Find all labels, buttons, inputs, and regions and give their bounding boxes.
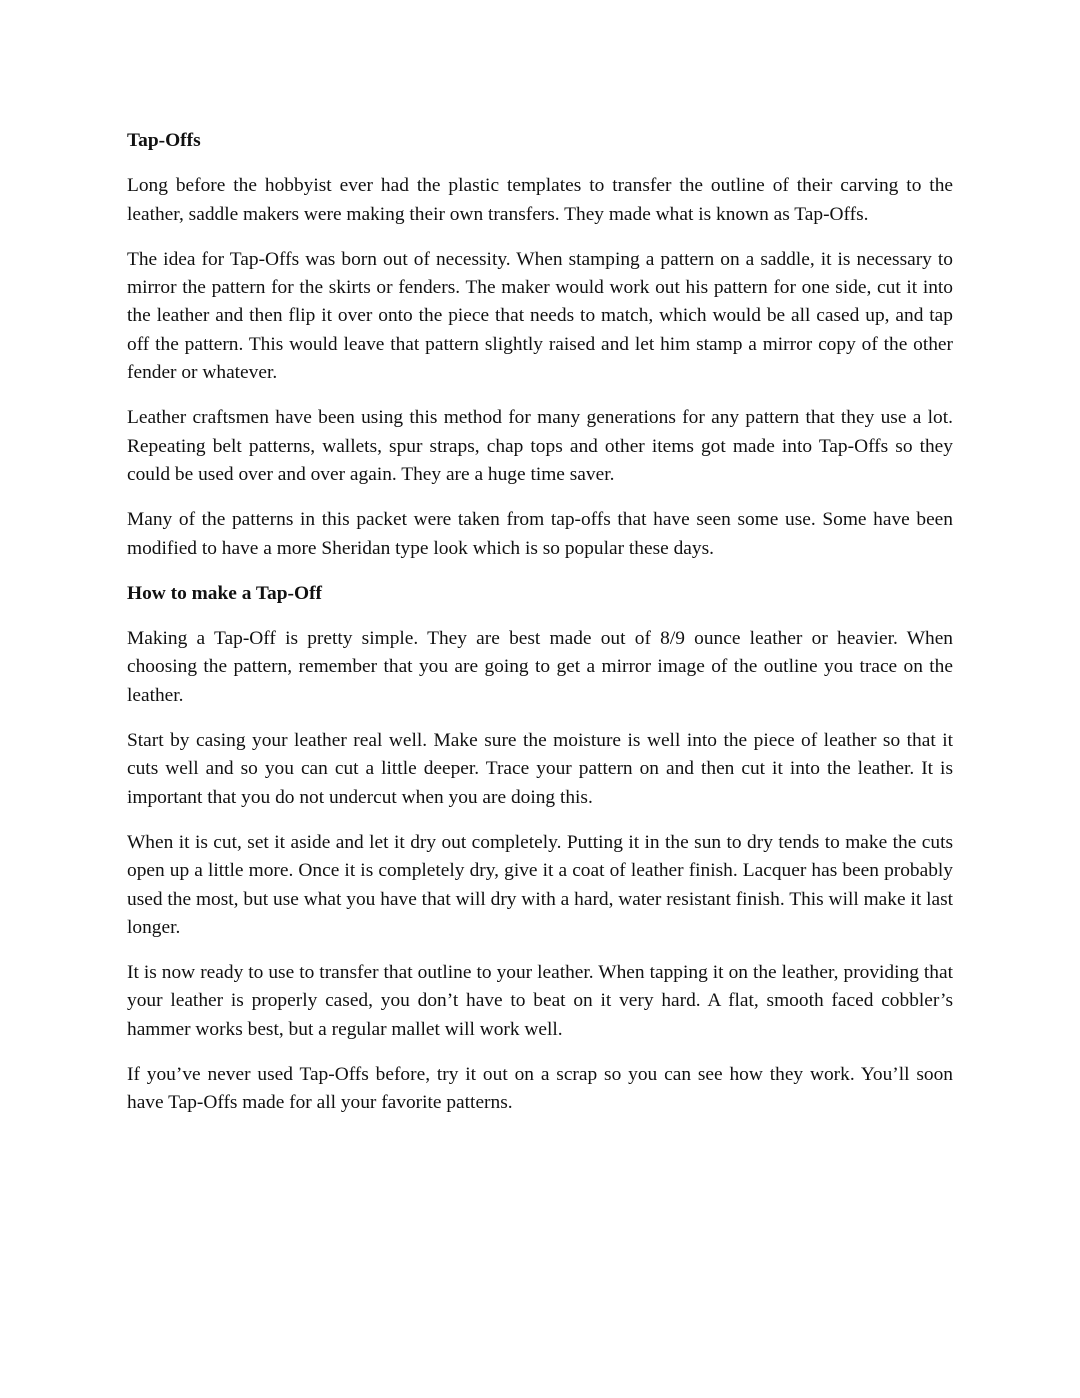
paragraph: Leather craftsmen have been using this method for many generations for any pattern that they use a lot. Repeating belt patterns, wallets, spur straps, chap tops and other items got made into Tap-Offs so they could be used over and over again. They are a huge time saver. — [127, 407, 953, 485]
paragraph: The idea for Tap-Offs was born out of necessity. When stamping a pattern on a saddle, it is necessary to mirror the pattern for the skirts or fenders. The maker would work out his pattern for one side, cut it into the leather and then flip it over onto the piece that needs to match, which would be all cased up, and tap off the pattern. This would leave that pattern slightly raised and let him stamp a mirror copy of the other fender or whatever. — [127, 248, 953, 384]
paragraph: Long before the hobbyist ever had the plastic templates to transfer the outline of their carving to the leather, saddle makers were making their own transfers. They made what is known as Tap-Offs. — [127, 175, 953, 225]
section-heading-tap-offs: Tap-Offs — [127, 130, 201, 151]
document-body — [127, 127, 953, 1135]
paragraph: Many of the patterns in this packet were taken from tap-offs that have seen some use. Some have been modified to have a more Sheridan type look which is so popular these days. — [127, 509, 953, 559]
paragraph: When it is cut, set it aside and let it dry out completely. Putting it in the sun to dry tends to make the cuts open up a little more. Once it is completely dry, give it a coat of leather finish. Lacquer has been probably used the most, but use what you have that will dry with a hard, water resistant finish. This will make it last longer. — [127, 831, 953, 938]
paragraph: Start by casing your leather real well. Make sure the moisture is well into the piece of leather so that it cuts well and so you can cut a little deeper. Trace your pattern on and then cut it into the leather. It is important that you do not undercut when you are doing this. — [127, 730, 953, 808]
paragraph: Making a Tap-Off is pretty simple. They are best made out of 8/9 ounce leather or heavier. When choosing the pattern, remember that you are going to get a mirror image of the outline you trace on the leather. — [127, 628, 953, 706]
paragraph: It is now ready to use to transfer that outline to your leather. When tapping it on the leather, providing that your leather is properly cased, you don’t have to beat on it very hard. A flat, smooth faced cobbler’s hammer works best, but a regular mallet will work well. — [127, 962, 953, 1040]
section-heading-how-to-make: How to make a Tap-Off — [127, 582, 322, 604]
paragraph: If you’ve never used Tap-Offs before, try it out on a scrap so you can see how they work. You’ll soon have Tap-Offs made for all your favorite patterns. — [127, 1064, 953, 1114]
